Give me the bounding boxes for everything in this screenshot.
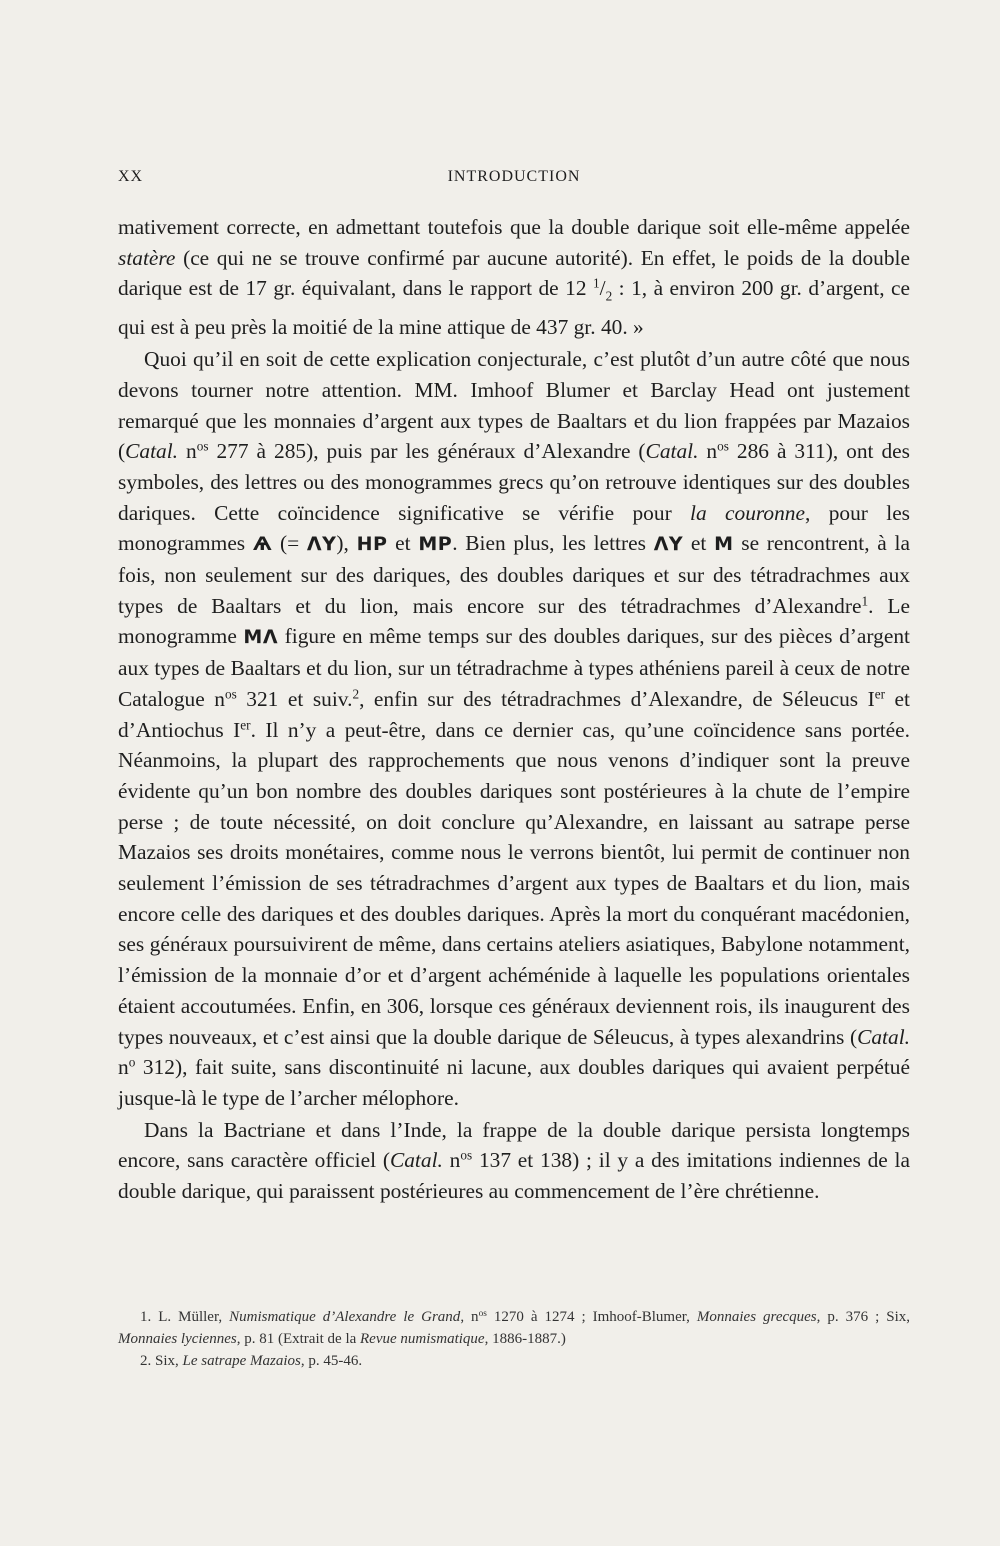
running-title: INTRODUCTION <box>447 168 581 185</box>
footnotes <box>118 1306 910 1372</box>
monogram: ΜΡ <box>418 533 453 556</box>
paragraph-3: Dans la Bactriane et dans l’Inde, la frappe de la double darique persista longtemps encore, sans caractère officiel (Catal. $n^{os}$ 137 et 138) ; il y a des imitations indiennes de la double darique, qui paraissent postérieures au commencement de l’ère chrétienne. <box>118 1117 910 1204</box>
paragraph-1: mativement correcte, en admettant toutefois que la double darique soit elle-même appelée statère (ce qui ne se trouve confirmé par aucune autorité). En effet, le poids de la double darique est de 17 gr. équivalant, dans le rapport de 12 $^1/_2$ : 1, à environ 200 gr. d’argent, ce qui est à peu près la moitié de la mine attique de 437 gr. 40. » <box>118 215 911 340</box>
paragraph-2: Quoi qu’il en soit de cette explication conjecturale, c’est plutôt d’un autre côté que nous devons tourner notre attention. MM. Imhoof Blumer et Barclay Head ont justement remarqué que les monnaies d’argent aux types de Baaltars et du lion frappées par Mazaios (Catal. $n^{os}$ 277 à 285), puis par les généraux d’Alexandre (Catal. $n^{os}$ 286 à 311), ont des symboles, des lettres ou des monogrammes grecs qu’on retrouve identiques sur des doubles dariques. Cette coïncidence significative se vérifie pour la couronne, pour les monogrammes Ѧ (= ΛΥ), ΗΡ et ΜΡ. Bien plus, les lettres ΛΥ et M se rencontrent, à la fois, non seulement sur des dariques, des doubles dariques et sur des tétradrachmes aux types de Baaltars et du lion, mais encore sur des tétradrachmes d’Alexandre$^1$. Le monogramme ΜΛ figure en même temps sur des doubles dariques, sur des pièces d’argent aux types de Baaltars et du lion, sur un tétradrachme à types athéniens pareil à ceux de notre Catalogue $n^{os}$ 321 et suiv.$^2$, enfin sur des tétradrachmes d’Alexandre, de Séleucus Ier et d’Antiochus Ier. Il n’y a peut-être, dans ce dernier cas, qu’une coïncidence sans portée. Néanmoins, la plupart des rapprochements que nous venons d’indiquer sont la preuve évidente qu’un bon nombre des doubles dariques sont postérieures à la chute de l’empire perse ; de toute nécessité, on doit conclure qu’Alexandre, en laissant au satrape perse Mazaios ses droits monétaires, comme nous le verrons bientôt, lui permit de continuer non seulement l’émission de ses tétradrachmes d’argent aux types de Baaltars et du lion, mais encore celle des dariques et des doubles dariques. Après la mort du conquérant macédonien, ses généraux poursuivirent de même, dans certains ateliers asiatiques, Babylone notamment, l’émission de la monnaie d’or et d’argent achéménide à laquelle les populations orientales étaient accoutumées. Enfin, en 306, lorsque ces généraux deviennent rois, ils inaugurent des types nouveaux, et c’est ainsi que la double darique de Séleucus, à types alexandrins (Catal. $n^o$ 312), fait suite, sans discontinuité ni lacune, aux doubles dariques qui avaient perpétué jusque-là le type de l’archer mélophore. <box>118 347 911 1110</box>
running-head <box>118 168 910 192</box>
footnote-2: 2. Six, Le satrape Mazaios, p. 45-46. <box>140 1353 363 1369</box>
monogram: ΜΛ <box>243 626 279 649</box>
body-text <box>118 212 910 1207</box>
page-number: XX <box>118 168 144 185</box>
footnote-ref: 2 <box>352 686 360 702</box>
monogram: ΗΡ <box>356 533 388 556</box>
footnote-1: 1. L. Müller, Numismatique d’Alexandre le Grand, $n^{os}$ 1270 à 1274 ; Imhoof-Blumer, Monnaies grecques, p. 376 ; Six, Monnaies lyciennes, p. 81 (Extrait de la Revue numismatique, 1886-1887.) <box>118 1308 911 1347</box>
monogram: Ѧ <box>252 533 273 556</box>
footnote-ref: 1 <box>861 593 869 609</box>
monogram: ΛΥ <box>306 533 337 556</box>
monogram: ΛΥ <box>653 533 684 556</box>
monogram: M <box>714 533 734 556</box>
